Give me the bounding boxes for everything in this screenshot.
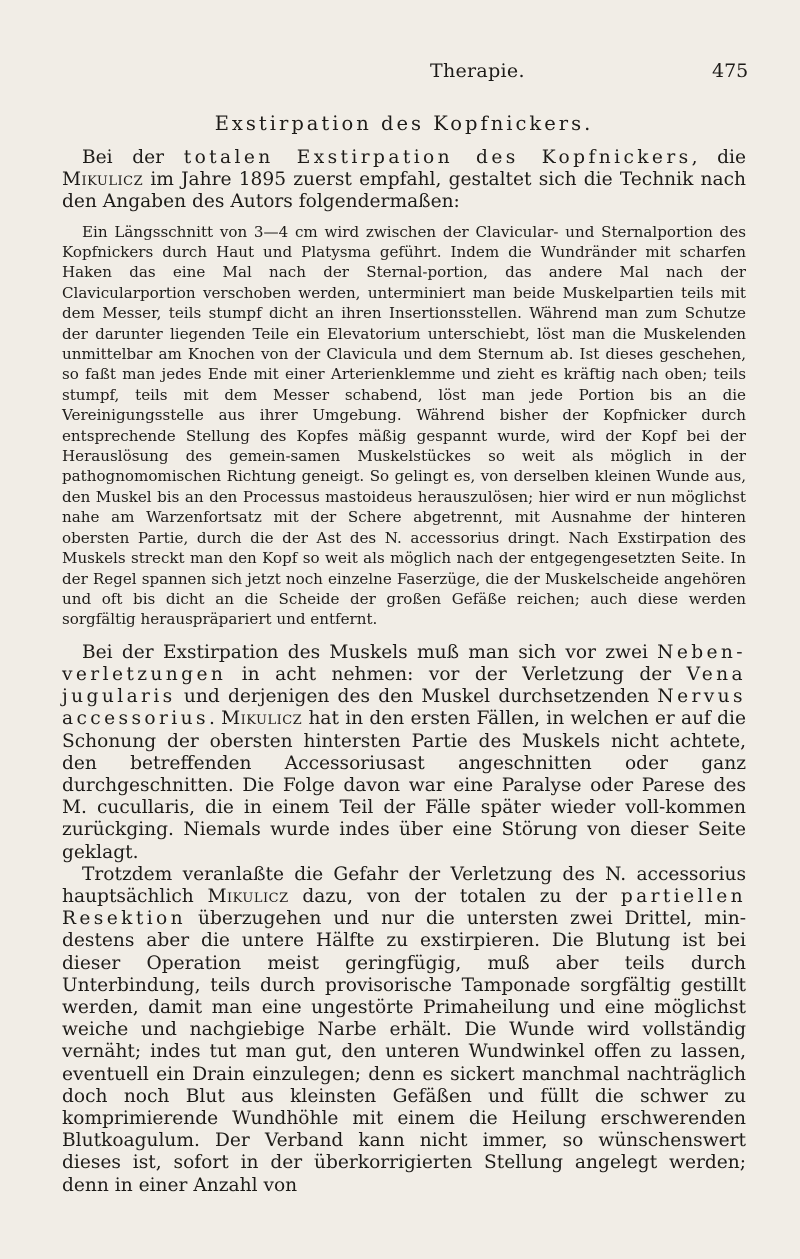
technique-paragraph: Ein Längsschnitt von 3—4 cm wird zwischen der Clavicular- und Sternalportion des Kopfnickers durch Haut und Platysma geführt. Indem die Wundränder mit scharfen Haken das eine Mal nach der Sternal-portion, das andere Mal nach der Clavicularportion verschoben werden, unterminiert man beide Muskelpartien teils mit dem Messer, teils stumpf dicht an ihren Insertionsstellen. Während man zum Schutze der darunter liegenden Teile ein Elevatorium unterschiebt, löst man die Muskelenden unmittelbar am Knochen von der Clavicula und dem Sternum ab. Ist dieses geschehen, so faßt man jedes Ende mit einer Arterienklemme und zieht es kräftig nach oben; teils stumpf, teils mit dem Messer schabend, löst man jede Portion bis an die Vereinigungsstelle aus ihrer Umgebung. Während bisher der Kopfnicker durch entsprechende Stellung des Kopfes mäßig gespannt wurde, wird der Kopf bei der Herauslösung des gemein-samen Muskelstückes so weit als möglich in der pathognomomischen Richtung geneigt. So gelingt es, von derselben kleinen Wunde aus, den Muskel bis an den Processus mastoideus herauszulösen; hier wird er nun möglichst nahe am Warzenfortsatz mit der Schere abgetrennt, mit Ausnahme der hinteren obersten Partie, durch die der Ast des N. accessorius dringt. Nach Exstirpation des Muskels streckt man den Kopf so weit als möglich nach der entgegengesetzten Seite. In der Regel spannen sich jetzt noch einzelne Faserzüge, die der Muskelscheide angehören und oft bis dicht an die Scheide der großen Gefäße reichen; auch diese werden sorgfältig herauspräpariert und entfernt. [62, 222, 746, 629]
text-run: Trotzdem veranlaßte die Gefahr der Verletzung des N. accessorius hauptsächlich [62, 863, 746, 907]
spaced-emphasis: Nervus accessorius [62, 686, 746, 730]
author-name: Mikulicz [62, 169, 144, 191]
resection-paragraph [62, 864, 746, 1197]
text-run: , die [691, 147, 746, 168]
text-run: überzugehen und nur die untersten zwei Drittel, min-destens aber die untere Hälfte zu exstirpieren. Die Blutung ist bei dieser Operation meist geringfügig, muß aber teils durch Unterbindung, teils durch provisorische Tamponade sorgfältig gestillt werden, damit man eine ungestörte Primaheilung und eine möglichst weiche und nachgiebige Narbe erhält. Die Wunde wird vollständig vernäht; indes tut man gut, den unteren Wundwinkel offen zu lassen, eventuell ein Drain einzulegen; denn es sickert manchmal nachträglich doch noch Blut aus kleinsten Gefäßen und füllt die schwer zu komprimierende Wundhöhle mit einem die Heilung erschwerenden Blutkoagulum. Der Verband kann nicht immer, so wünschenswert dieses ist, sofort in der überkorrigierten Stellung angelegt werden; denn in einer Anzahl von [62, 908, 746, 1196]
author-name: Mikulicz [207, 885, 289, 907]
spaced-emphasis: partiellen Resektion [62, 885, 746, 930]
page-content [62, 112, 746, 1197]
text-run: Bei der Exstirpation des Muskels muß man sich vor zwei [82, 641, 658, 663]
text-run: hat in den ersten Fällen, in welchen er auf die Schonung der obersten hintersten Partie des Muskels nicht achtete, den betreffenden Accessoriusast angeschnitten oder ganz durchgeschnitten. Die Folge davon war eine Paralyse oder Parese des M. cucullaris, die in einem Teil der Fälle später wieder voll-kommen zurückging. Niemals wurde indes über eine Störung von dieser Seite geklagt. [62, 708, 746, 863]
running-title: Therapie. [430, 60, 525, 82]
author-name: Mikulicz [221, 708, 303, 730]
text-run: in acht nehmen: vor der Verletzung der [226, 663, 687, 685]
spaced-emphasis: Vena jugularis [62, 663, 746, 708]
text-run: und derjenigen des den Muskel durchsetzenden [175, 686, 658, 708]
running-head [0, 60, 800, 90]
spaced-emphasis: Neben-verletzungen [62, 641, 746, 685]
section-heading: Exstirpation des Kopfnickers. [214, 112, 594, 135]
text-run: dazu, von der totalen zu der [288, 885, 621, 907]
text-run: Bei der [82, 147, 184, 168]
text-run: im Jahre 1895 zuerst empfahl, gestaltet sich die Technik nach den Angaben des Autors folgendermaßen: [62, 169, 746, 213]
complications-paragraph [62, 642, 746, 864]
intro-paragraph [62, 147, 746, 214]
page-number: 475 [712, 60, 749, 82]
text-run: . [208, 708, 222, 730]
spaced-emphasis: totalen Exstirpation des Kopfnickers [183, 147, 692, 168]
